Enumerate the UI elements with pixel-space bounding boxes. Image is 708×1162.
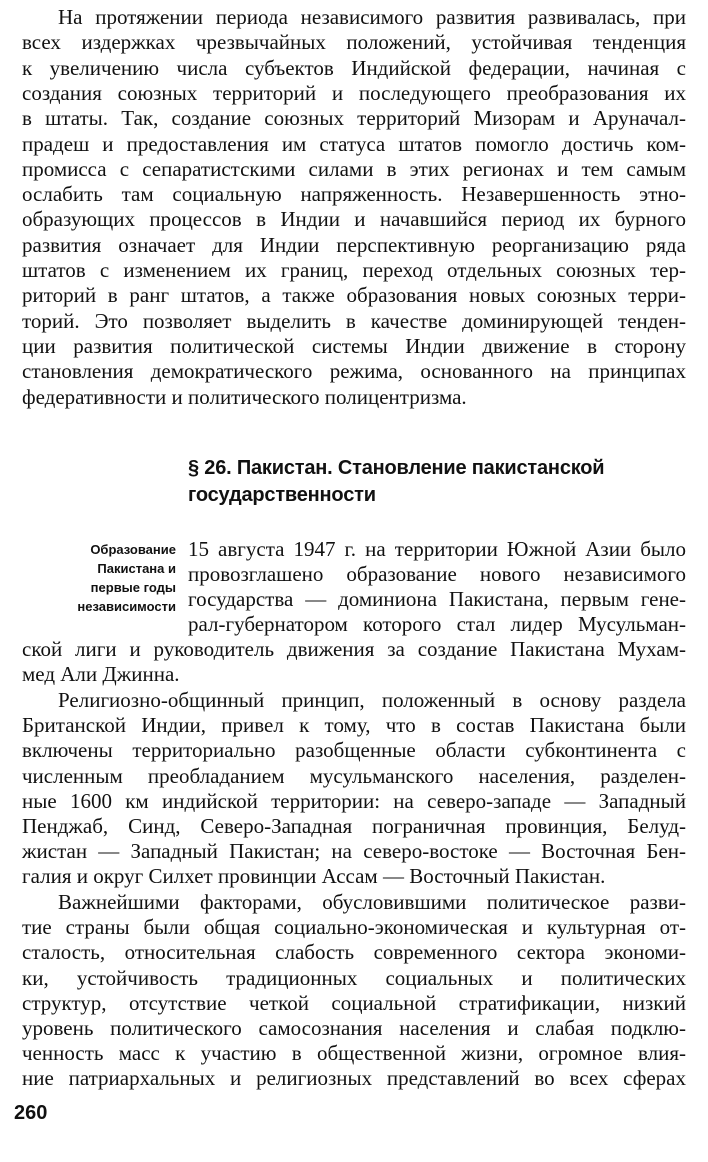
paragraph-line: рал-губернатором которого стал лидер Мусульман-	[188, 612, 686, 636]
paragraph-line: риторий в ранг штатов, а также образования новых союзных терри-	[22, 283, 686, 308]
paragraph-line: галия и округ Силхет провинции Ассам — Восточный Пакистан.	[22, 864, 606, 889]
paragraph-line: промисса с сепаратистскими силами в этих регионах и тем самым	[22, 156, 686, 181]
margin-note-line: Образование	[90, 542, 176, 557]
margin-note-line: независимости	[77, 599, 176, 614]
margin-note	[8, 540, 176, 616]
paragraph-line: Британской Индии, привел к тому, что в состав Пакистана были	[22, 713, 686, 738]
paragraph-line: ные 1600 км индийской территории: на северо-западе — Западный	[22, 788, 686, 813]
section-heading-cont: государственности	[188, 484, 376, 506]
margin-note-line: первые годы	[90, 580, 176, 595]
paragraph-line: всех издержках чрезвычайных положений, устойчивая тенденция	[22, 30, 686, 55]
page-number: 260	[14, 1102, 48, 1124]
paragraph-line: жистан — Западный Пакистан; на северо-востоке — Восточная Бен-	[22, 839, 686, 864]
paragraph-line: ки, устойчивость традиционных социальных и политических	[22, 965, 686, 990]
paragraph-line: провозглашено образование нового независимого	[188, 562, 686, 586]
paragraph-line: ской лиги и руководитель движения за создание Пакистана Мухам-	[22, 637, 686, 661]
paragraph-line: На протяжении периода независимого развития развивалась, при	[58, 5, 686, 29]
paragraph-line: торий. Это позволяет выделить в качестве доминирующей тенден-	[22, 308, 686, 333]
paragraph-line: уровень политического самосознания населения и слабая подклю-	[22, 1016, 686, 1040]
paragraph-line: в штаты. Так, создание союзных территорий Мизорам и Аруначал-	[22, 106, 686, 131]
paragraph-line: сталость, относительная слабость современного сектора экономи-	[22, 940, 686, 965]
paragraph-line: ции развития политической системы Индии движение в сторону	[22, 333, 686, 358]
section-heading: § 26. Пакистан. Становление пакистанской	[188, 457, 605, 479]
paragraph-line: 15 августа 1947 г. на территории Южной Азии было	[188, 537, 686, 561]
paragraph-line: ослабить там социальную напряженность. Незавершенность этно-	[22, 182, 686, 207]
paragraph-line: образующих процессов в Индии и начавшийся период их бурного	[22, 207, 686, 232]
paragraph-line: прадеш и предоставления им статуса штатов помогло достичь ком-	[22, 131, 686, 156]
paragraph-line: государства — доминиона Пакистана, первым гене-	[188, 587, 686, 611]
paragraph-line: развития означает для Индии перспективную реорганизацию ряда	[22, 232, 686, 257]
paragraph-line: Пенджаб, Синд, Северо-Западная пограничная провинция, Белуд-	[22, 814, 686, 838]
paragraph-line: ние патриархальных и религиозных представлений во всех сферах	[22, 1066, 686, 1091]
paragraph-line: тие страны были общая социально-экономическая и культурная от-	[22, 915, 686, 940]
paragraph-line: численным преобладанием мусульманского населения, разделен-	[22, 763, 686, 788]
paragraph-line: включены территориально разобщенные области субконтинента с	[22, 738, 686, 763]
paragraph-line: мед Али Джинна.	[22, 662, 180, 686]
paragraph-line: штатов с изменением их границ, переход отдельных союзных тер-	[22, 258, 686, 282]
paragraph-line: ченность масс к участию в общественной жизни, огромное влия-	[22, 1041, 686, 1066]
paragraph-line: становления демократического режима, основанного на принципах	[22, 359, 686, 384]
paragraph-line: структур, отсутствие четкой социальной стратификации, низкий	[22, 990, 686, 1015]
margin-note-line: Пакистана и	[97, 561, 176, 576]
paragraph-line: к увеличению числа субъектов Индийской федерации, начиная с	[22, 55, 686, 80]
paragraph-line: создания союзных территорий и последующего преобразования их	[22, 80, 686, 105]
paragraph-line: Важнейшими факторами, обусловившими политическое разви-	[58, 890, 686, 914]
paragraph-line: Религиозно-общинный принцип, положенный в основу раздела	[58, 688, 686, 712]
paragraph-line: федеративности и политического полицентризма.	[22, 384, 467, 409]
